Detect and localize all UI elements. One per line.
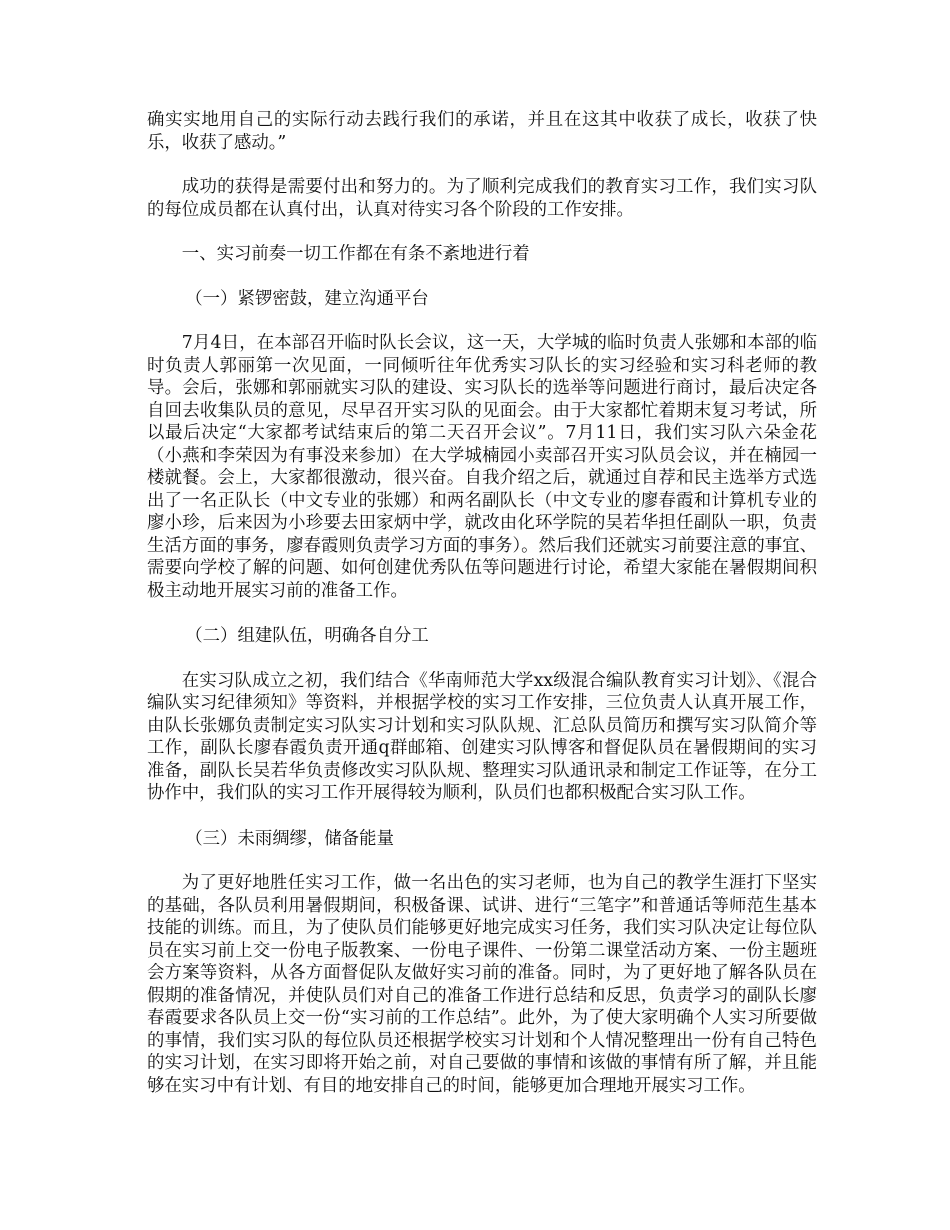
paragraph-team-division: 在实习队成立之初，我们结合《华南师范大学xx级混合编队教育实习计划》、《混合编队实习纪律须知》等资料，并根据学校的实习工作安排，三位负责人认真开展工作，由队长张娜负责制定实习队实习计划和实习队队规、汇总队员简历和撰写实习队简介等工作，副队长廖春霞负责开通q群邮箱、创建实习队博客和督促队员在暑假期间的实习准备，副队长吴若华负责修改实习队队规、整理实习队通讯录和制定工作证等，在分工协作中，我们队的实习工作开展得较为顺利，队员们也都积极配合实习队工作。 — [147, 670, 817, 803]
section-heading-1: 一、实习前奏一切工作都在有条不紊地进行着 — [181, 244, 530, 264]
paragraph-meeting: 7月4日，在本部召开临时队长会议，这一天，大学城的临时负责人张娜和本部的临时负责人郭丽第一次见面，一同倾听往年优秀实习队长的实习经验和实习科老师的教导。会后，张娜和郭丽就实习队的建设、实习队长的选举等问题进行商讨，最后决定各自回去收集队员的意见，尽早召开实习队的见面会。由于大家都忙着期末复习考试，所以最后决定“大家都考试结束后的第二天召开会议”。7月11日，我们实习队六朵金花（小燕和李荣因为有事没来参加）在大学城楠园小卖部召开实习队员会议，并在楠园一楼就餐。会上，大家都很激动，很兴奋。自我介绍之后，就通过自荐和民主选举方式选出了一名正队长（中文专业的张娜）和两名副队长（中文专业的廖春霞和计算机专业的廖小珍，后来因为小珍要去田家炳中学，就改由化环学院的吴若华担任副队一职，负责生活方面的事务，廖春霞则负责学习方面的事务）。然后我们还就实习前要注意的事宜、需要向学校了解的问题、如何创建优秀队伍等问题进行讨论，希望大家能在暑假期间积极主动地开展实习前的准备工作。 — [147, 333, 817, 601]
paragraph-intro: 成功的获得是需要付出和努力的。为了顺利完成我们的教育实习工作，我们实习队的每位成员都在认真付出，认真对待实习各个阶段的工作安排。 — [147, 177, 817, 220]
subsection-heading-1: （一）紧锣密鼓，建立沟通平台 — [185, 288, 429, 309]
subsection-heading-2: （二）组建队伍，明确各自分工 — [185, 626, 429, 646]
document-body — [147, 109, 817, 1097]
subsection-heading-3: （三）未雨绸缪，储备能量 — [185, 828, 394, 849]
paragraph-continued: 确实实地用自己的实际行动去践行我们的承诺，并且在这其中收获了成长，收获了快乐，收获了感动。” — [147, 110, 817, 153]
paragraph-preparation: 为了更好地胜任实习工作，做一名出色的实习老师，也为自己的教学生涯打下坚实的基础，各队员利用暑假期间，积极备课、试讲、进行“三笔字”和普通话等师范生基本技能的训练。而且，为了使队员们能够更好地完成实习任务，我们实习队决定让每位队员在实习前上交一份电子版教案、一份电子课件、一份第二课堂活动方案、一份主题班会方案等资料，从各方面督促队友做好实习前的准备。同时，为了更好地了解各队员在假期的准备情况，并使队员们对自己的准备工作进行总结和反思，负责学习的副队长廖春霞要求各队员上交一份“实习前的工作总结”。此外，为了使大家明确个人实习所要做的事情，我们实习队的每位队员还根据学校实习计划和个人情况整理出一份有自己特色的实习计划，在实习即将开始之前，对自己要做的事情和该做的事情有所了解，并且能够在实习中有计划、有目的地安排自己的时间，能够更加合理地开展实习工作。 — [147, 873, 817, 1096]
